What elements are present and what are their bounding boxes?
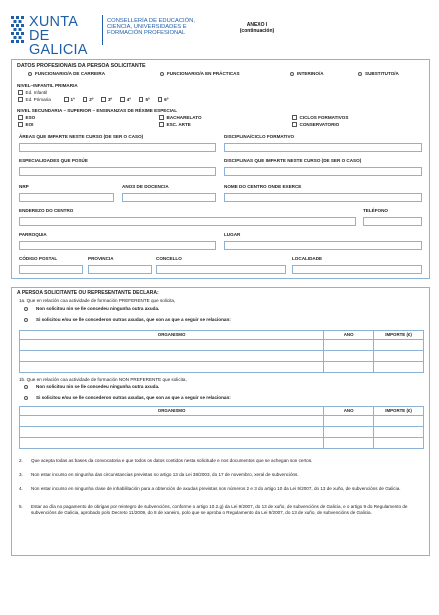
checkbox[interactable] — [83, 97, 88, 102]
primary-checkbox-row[interactable] — [18, 97, 51, 102]
place-field[interactable] — [224, 241, 422, 250]
status-option-career[interactable] — [28, 71, 105, 76]
q1-no-aid-option[interactable] — [24, 306, 159, 311]
option-label: Si solicitou e/ou se lle concederon outras axudas, que son as que a seguir se relacionan: — [36, 317, 231, 322]
status-option-substitute[interactable] — [358, 71, 399, 76]
table-cell[interactable] — [20, 416, 324, 427]
disciplines-taught-label: DISCIPLINAS QUE IMPARTE NESTE CURSO (DE SER O CASO) — [224, 158, 362, 163]
declaration-section — [11, 287, 430, 556]
grade-label: 1º — [70, 97, 75, 102]
province-field[interactable] — [88, 265, 152, 274]
place-label: LUGAR — [224, 232, 241, 237]
grade-label: 3º — [107, 97, 113, 102]
option-label: INTERINO/A — [297, 71, 324, 76]
radio-button[interactable] — [290, 72, 294, 76]
statement-2 — [19, 458, 419, 464]
aid-table-non-preferente — [19, 406, 424, 449]
phone-field[interactable] — [363, 217, 422, 226]
table-row — [20, 416, 424, 427]
checkbox[interactable] — [64, 97, 69, 102]
header-organismo: ORGANISMO — [20, 331, 324, 340]
disciplines-taught-field[interactable] — [224, 167, 422, 176]
table-cell[interactable] — [20, 362, 324, 373]
centre-label: NOME DO CENTRO ONDE EXERCE — [224, 184, 302, 189]
statement-text: Que acepta todas as bases da convocatoria e que todos os datos contidos nesta solicitude e nos documentos que se achegan son certos. — [31, 458, 313, 463]
table-row — [20, 438, 424, 449]
option-label: Non solicitou nin se lle concedeu ningunha outra axuda. — [36, 306, 160, 311]
header-divider — [102, 15, 103, 45]
header-ano: ANO — [324, 331, 374, 340]
table-cell[interactable] — [324, 427, 374, 438]
secondary-option-eso[interactable] — [18, 115, 35, 120]
department-line-2: CIENCIA, UNIVERSIDADES E — [107, 24, 187, 31]
table-header-row — [20, 407, 424, 416]
years-field[interactable] — [122, 193, 216, 202]
table-cell[interactable] — [324, 438, 374, 449]
checkbox[interactable] — [18, 97, 23, 102]
council-label: CONCELLO — [156, 256, 182, 261]
radio-button[interactable] — [24, 307, 28, 311]
radio-button[interactable] — [160, 72, 164, 76]
question-1a: 1a. Que en relación coa actividade de formación PREFERENTE que solicita, — [19, 298, 176, 303]
logo-wordmark — [29, 15, 102, 57]
address-field[interactable] — [19, 217, 356, 226]
option-label: ESO — [25, 115, 36, 120]
secondary-option-eoi[interactable] — [18, 122, 33, 127]
address-label: ENDEREZO DO CENTRO — [19, 208, 74, 213]
specialties-field[interactable] — [19, 167, 216, 176]
province-label: PROVINCIA — [88, 256, 114, 261]
secondary-option-arte[interactable] — [159, 122, 191, 127]
secondary-option-ciclos[interactable] — [292, 115, 348, 120]
checkbox[interactable] — [139, 97, 144, 102]
checkbox[interactable] — [120, 97, 125, 102]
header-ano: ANO — [324, 407, 374, 416]
grade-checkboxes — [64, 97, 168, 102]
table-row — [20, 427, 424, 438]
grade-3[interactable] — [101, 97, 112, 102]
secondary-option-bacharelato[interactable] — [159, 115, 202, 120]
table-row — [20, 362, 424, 373]
checkbox[interactable] — [159, 122, 164, 127]
annex-subtitle: (continuación) — [239, 28, 275, 34]
specialties-label: ESPECIALIDADES QUE POSÚE — [19, 158, 88, 163]
annex-heading — [222, 22, 292, 34]
nrp-field[interactable] — [19, 193, 114, 202]
areas-field[interactable] — [19, 143, 216, 152]
grade-4[interactable] — [120, 97, 131, 102]
years-label: ANOS DE DOCENCIA — [122, 184, 169, 189]
primary-label: Ed. Primaria — [25, 97, 51, 102]
checkbox[interactable] — [158, 97, 163, 102]
option-label: ESC. ARTE — [166, 122, 191, 127]
table-cell[interactable] — [324, 340, 374, 351]
statement-number: 2. — [19, 458, 23, 463]
header-importe: IMPORTE (€) — [374, 407, 424, 416]
option-label: BACHARELATO — [166, 115, 202, 120]
checkbox[interactable] — [18, 122, 23, 127]
option-label: SUBSTITUTO/A — [365, 71, 399, 76]
statement-text: Non estar incurso en ningunha clase de inhabilitación para a obtención de axudas previstas nos números 2 e 3 do artigo 10 da Lei 9/2007, do 13 de xuño, de subvencións de Galicia. — [31, 486, 401, 491]
nrp-label: NRP — [19, 184, 29, 189]
infant-checkbox-row[interactable] — [18, 90, 47, 95]
option-label: Si solicitou e/ou se lle concederon outras axudas, que son as que a seguir se relacionan: — [36, 395, 231, 400]
statement-text: Estar ao día no pagamento de obrigas por reintegro de subvencións, conforme o artigo 10.2.g) da Lei 9/2007, do 13 de xuño, de subvencións de Galicia, e o artigo 9 do Regulamento de subvencións de Galicia, aprobado polo Decreto 11/2009, do 8 de xaneiro, polo que se aproba o Regulamento da Lei 9/2007, do 13 de xuño, de subvencións de Galicia. — [31, 504, 408, 515]
table-cell[interactable] — [324, 351, 374, 362]
q1-yes-aid-option[interactable] — [24, 317, 231, 322]
statement-text: Non estar incurso en ningunha das circunstancias previstas no artigo 13 da Lei 38/2003, do 17 de novembro, xeral de subvencións. — [31, 472, 299, 477]
section-title: DATOS PROFESIONAIS DA PERSOA SOLICITANTE — [17, 63, 146, 69]
statement-number: 4. — [19, 486, 23, 491]
checkbox[interactable] — [292, 115, 297, 120]
statement-4 — [19, 486, 419, 492]
discipline-label: DISCIPLINA/CICLO FORMATIVO — [224, 134, 295, 139]
checkbox[interactable] — [18, 90, 23, 95]
status-option-practice[interactable] — [160, 71, 240, 76]
centre-field[interactable] — [224, 193, 422, 202]
option-label: FUNCIONARIO/A EN PRÁCTICAS — [167, 71, 240, 76]
table-cell[interactable] — [324, 416, 374, 427]
locality-field[interactable] — [292, 265, 422, 274]
radio-button[interactable] — [358, 72, 362, 76]
xunta-emblem-icon — [10, 15, 25, 45]
q2-no-aid-option[interactable] — [24, 384, 159, 389]
locality-label: LOCALIDADE — [292, 256, 323, 261]
annex-title: ANEXO I — [246, 22, 268, 28]
table-cell[interactable] — [20, 427, 324, 438]
checkbox[interactable] — [159, 115, 164, 120]
postcode-label: CÓDIGO POSTAL — [19, 256, 58, 261]
header-organismo: ORGANISMO — [20, 407, 324, 416]
grade-label: 2º — [89, 97, 94, 102]
table-cell[interactable] — [374, 416, 424, 427]
logo-line-1: XUNTA — [29, 14, 79, 30]
checkbox[interactable] — [18, 115, 23, 120]
grade-2[interactable] — [83, 97, 94, 102]
statement-5 — [19, 504, 419, 516]
table-cell[interactable] — [20, 438, 324, 449]
table-cell[interactable] — [324, 362, 374, 373]
statement-3 — [19, 472, 419, 478]
radio-button[interactable] — [24, 396, 28, 400]
header-importe: IMPORTE (€) — [374, 331, 424, 340]
aid-table-preferente — [19, 330, 424, 373]
council-field[interactable] — [156, 265, 286, 274]
parish-label: PARROQUIA — [19, 232, 47, 237]
table-row — [20, 340, 424, 351]
secondary-option-conservatorio[interactable] — [292, 122, 339, 127]
table-cell[interactable] — [20, 340, 324, 351]
radio-button[interactable] — [24, 318, 28, 322]
grade-6[interactable] — [158, 97, 169, 102]
grade-1[interactable] — [64, 97, 75, 102]
table-cell[interactable] — [20, 351, 324, 362]
grade-label: 5º — [145, 97, 150, 102]
table-header-row — [20, 331, 424, 340]
areas-label: ÁREAS QUE IMPARTE NESTE CURSO (DE SER O CASO) — [19, 134, 144, 139]
statement-number: 3. — [19, 472, 23, 477]
checkbox[interactable] — [101, 97, 106, 102]
discipline-field[interactable] — [224, 143, 422, 152]
grade-label: 6º — [164, 97, 169, 102]
secondary-title: NIVEL SECUNDARIA – SUPERIOR – ENSINANZAS DE RÉXIME ESPECIAL — [17, 108, 178, 113]
declaration-title: A PERSOA SOLICITANTE OU REPRESENTANTE DECLARA: — [17, 290, 159, 296]
department-line-1: CONSELLERÍA DE EDUCACIÓN, — [107, 18, 195, 24]
table-row — [20, 351, 424, 362]
checkbox[interactable] — [292, 122, 297, 127]
option-label: EOI — [25, 122, 34, 127]
infant-primary-title: NIVEL–INFANTIL PRIMARIA — [17, 83, 78, 88]
question-1b: 1b. Que en relación coa actividade de formación NON PREFERENTE que solicita, — [19, 377, 187, 382]
radio-button[interactable] — [24, 385, 28, 389]
option-label: FUNCIONARIO/A DE CARREIRA — [35, 71, 106, 76]
statement-number: 5. — [19, 504, 23, 509]
table-cell[interactable] — [374, 438, 424, 449]
parish-field[interactable] — [19, 241, 216, 250]
option-label: CONSERVATORIO — [299, 122, 340, 127]
radio-button[interactable] — [28, 72, 32, 76]
table-cell[interactable] — [374, 427, 424, 438]
q2-yes-aid-option[interactable] — [24, 395, 231, 400]
postcode-field[interactable] — [19, 265, 83, 274]
xunta-logo — [10, 13, 102, 58]
table-cell[interactable] — [374, 362, 424, 373]
department-name — [107, 18, 215, 36]
department-line-3: FORMACIÓN PROFESIONAL — [107, 30, 186, 37]
table-cell[interactable] — [374, 340, 424, 351]
logo-line-2: DE GALICIA — [29, 28, 88, 58]
table-cell[interactable] — [374, 351, 424, 362]
option-label: Non solicitou nin se lle concedeu ningunha outra axuda. — [36, 384, 160, 389]
grade-5[interactable] — [139, 97, 150, 102]
grade-label: 4º — [126, 97, 131, 102]
status-option-interim[interactable] — [290, 71, 324, 76]
infant-label: Ed. Infantil — [25, 90, 48, 95]
option-label: CICLOS FORMATIVOS — [299, 115, 349, 120]
phone-label: TELÉFONO — [363, 208, 389, 213]
professional-data-section — [11, 59, 430, 279]
